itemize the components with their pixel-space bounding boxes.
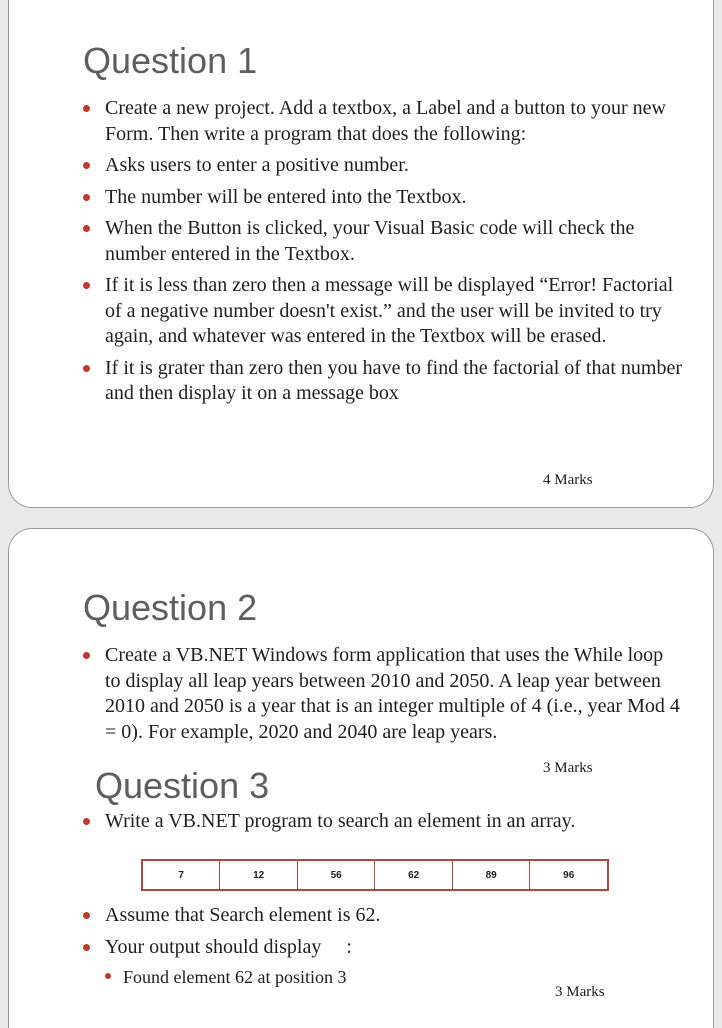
- question-2-title: Question 2: [83, 587, 258, 628]
- array-cell: 96: [530, 860, 608, 890]
- question-3-sub-bullet-list: [83, 965, 583, 997]
- array-cell: 62: [375, 860, 453, 890]
- list-item: If it is grater than zero then you have to find the factorial of that number and then display it on a message box: [83, 356, 683, 407]
- slide-questions-2-3: [8, 528, 714, 1028]
- list-item: Create a VB.NET Windows form application that uses the While loop to display all leap years between 2010 and 2050. A leap year between 2010 and 2050 is a year that is an integer multiple of 4 (i.e., year Mod 4 = 0). For example, 2020 and 2040 are leap years.: [83, 643, 683, 745]
- array-cell: 7: [142, 860, 220, 890]
- question-2-marks: 3 Marks: [543, 760, 593, 776]
- question-1-title: Question 1: [83, 40, 258, 81]
- question-3-bullet-list-after: [83, 903, 683, 966]
- array-table: [141, 859, 609, 891]
- list-item: Found element 62 at position 3: [105, 965, 583, 991]
- list-item: Your output should display :: [83, 935, 683, 961]
- question-1-marks: 4 Marks: [543, 472, 593, 488]
- list-item: Write a VB.NET program to search an element in an array.: [83, 809, 683, 835]
- question-2-bullet-list: [83, 643, 683, 751]
- array-cell: 89: [452, 860, 530, 890]
- array-cell: 56: [297, 860, 375, 890]
- question-1-bullet-list: [83, 96, 683, 413]
- list-item: When the Button is clicked, your Visual Basic code will check the number entered in the Textbox.: [83, 216, 683, 267]
- question-3-title: Question 3: [95, 765, 270, 806]
- list-item: Assume that Search element is 62.: [83, 903, 683, 929]
- list-item: Asks users to enter a positive number.: [83, 153, 683, 179]
- list-item: Create a new project. Add a textbox, a Label and a button to your new Form. Then write a program that does the following:: [83, 96, 683, 147]
- table-row: [142, 860, 608, 890]
- question-3-marks: 3 Marks: [555, 984, 605, 1000]
- array-cell: 12: [220, 860, 298, 890]
- slide-question-1: [8, 0, 714, 508]
- question-3-bullet-list: [83, 809, 683, 841]
- list-item: The number will be entered into the Textbox.: [83, 185, 683, 211]
- list-item: If it is less than zero then a message will be displayed “Error! Factorial of a negative number doesn't exist.” and the user will be invited to try again, and whatever was entered in the Textbox will be erased.: [83, 273, 683, 350]
